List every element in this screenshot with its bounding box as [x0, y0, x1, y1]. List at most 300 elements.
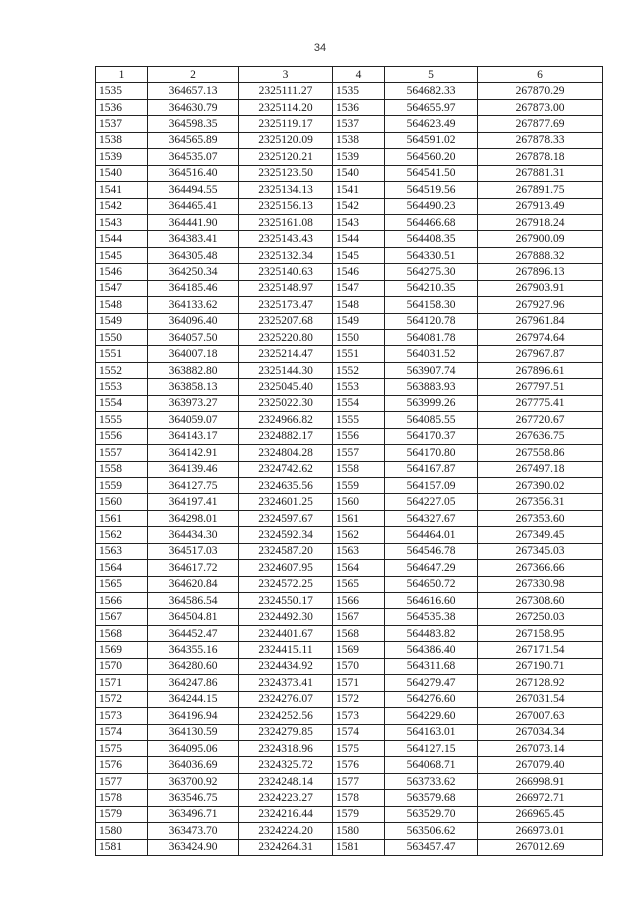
- cell-x-coord-2: 563529.70: [385, 806, 478, 822]
- cell-x-coord-2: 564616.60: [385, 593, 478, 609]
- table-row: [96, 330, 603, 346]
- table-row: [96, 806, 603, 822]
- table-row: [96, 708, 603, 724]
- cell-x-coord: 364617.72: [148, 560, 239, 576]
- cell-x-coord: 364516.40: [148, 165, 239, 181]
- cell-y-coord-2: 267345.03: [478, 543, 603, 559]
- cell-x-coord-2: 564650.72: [385, 576, 478, 592]
- cell-y-coord: 2324742.62: [239, 461, 333, 477]
- table-row: [96, 642, 603, 658]
- table-row: [96, 149, 603, 165]
- cell-x-coord-2: 564483.82: [385, 625, 478, 641]
- cell-y-coord: 2324804.28: [239, 445, 333, 461]
- cell-x-coord-2: 564210.35: [385, 280, 478, 296]
- cell-point-number-2: 1544: [333, 231, 385, 247]
- cell-x-coord-2: 564490.23: [385, 198, 478, 214]
- table-row: [96, 395, 603, 411]
- cell-y-coord: 2324264.31: [239, 839, 333, 855]
- cell-y-coord: 2324401.67: [239, 625, 333, 641]
- cell-x-coord: 364565.89: [148, 132, 239, 148]
- table-row: [96, 264, 603, 280]
- cell-x-coord: 364139.46: [148, 461, 239, 477]
- cell-x-coord-2: 564081.78: [385, 330, 478, 346]
- cell-point-number: 1546: [96, 264, 148, 280]
- cell-point-number-2: 1543: [333, 214, 385, 230]
- cell-y-coord-2: 267913.49: [478, 198, 603, 214]
- table-row: [96, 477, 603, 493]
- cell-x-coord: 364441.90: [148, 214, 239, 230]
- cell-point-number: 1572: [96, 691, 148, 707]
- page-number: 34: [313, 42, 327, 54]
- cell-x-coord-2: 564127.15: [385, 740, 478, 756]
- cell-point-number: 1553: [96, 379, 148, 395]
- cell-point-number-2: 1538: [333, 132, 385, 148]
- cell-point-number-2: 1550: [333, 330, 385, 346]
- cell-x-coord-2: 564068.71: [385, 757, 478, 773]
- cell-y-coord: 2324966.82: [239, 412, 333, 428]
- cell-y-coord: 2324597.67: [239, 510, 333, 526]
- cell-point-number-2: 1558: [333, 461, 385, 477]
- cell-point-number: 1536: [96, 99, 148, 115]
- cell-y-coord-2: 267190.71: [478, 658, 603, 674]
- cell-x-coord: 364620.84: [148, 576, 239, 592]
- cell-y-coord-2: 267330.98: [478, 576, 603, 592]
- table-row: [96, 790, 603, 806]
- cell-point-number-2: 1571: [333, 675, 385, 691]
- cell-y-coord: 2324415.11: [239, 642, 333, 658]
- cell-y-coord-2: 267873.00: [478, 99, 603, 115]
- cell-y-coord-2: 267012.69: [478, 839, 603, 855]
- table-row: [96, 560, 603, 576]
- cell-y-coord-2: 266972.71: [478, 790, 603, 806]
- cell-y-coord-2: 267878.18: [478, 149, 603, 165]
- cell-y-coord-2: 267497.18: [478, 461, 603, 477]
- cell-y-coord-2: 267891.75: [478, 182, 603, 198]
- cell-y-coord: 2325161.08: [239, 214, 333, 230]
- cell-y-coord-2: 267366.66: [478, 560, 603, 576]
- cell-x-coord-2: 563506.62: [385, 823, 478, 839]
- cell-x-coord: 364305.48: [148, 247, 239, 263]
- table-row: [96, 297, 603, 313]
- table-row: [96, 609, 603, 625]
- cell-point-number: 1563: [96, 543, 148, 559]
- cell-y-coord: 2324248.14: [239, 773, 333, 789]
- cell-point-number: 1545: [96, 247, 148, 263]
- cell-point-number: 1576: [96, 757, 148, 773]
- cell-point-number-2: 1539: [333, 149, 385, 165]
- cell-point-number-2: 1547: [333, 280, 385, 296]
- cell-point-number: 1540: [96, 165, 148, 181]
- cell-x-coord: 364244.15: [148, 691, 239, 707]
- cell-y-coord: 2324587.20: [239, 543, 333, 559]
- table-row: [96, 757, 603, 773]
- table-row: [96, 691, 603, 707]
- cell-x-coord: 364465.41: [148, 198, 239, 214]
- cell-x-coord-2: 564031.52: [385, 346, 478, 362]
- cell-y-coord: 2324607.95: [239, 560, 333, 576]
- cell-y-coord: 2325123.50: [239, 165, 333, 181]
- cell-x-coord: 364196.94: [148, 708, 239, 724]
- header-cell-point2: 4: [333, 67, 385, 83]
- table-row: [96, 247, 603, 263]
- cell-y-coord-2: 267877.69: [478, 116, 603, 132]
- cell-y-coord-2: 267128.92: [478, 675, 603, 691]
- cell-x-coord-2: 564464.01: [385, 527, 478, 543]
- cell-x-coord-2: 564120.78: [385, 313, 478, 329]
- cell-y-coord: 2324882.17: [239, 428, 333, 444]
- cell-x-coord: 364185.46: [148, 280, 239, 296]
- cell-x-coord-2: 564163.01: [385, 724, 478, 740]
- cell-x-coord-2: 564466.68: [385, 214, 478, 230]
- cell-y-coord: 2325120.09: [239, 132, 333, 148]
- cell-point-number: 1581: [96, 839, 148, 855]
- cell-point-number-2: 1551: [333, 346, 385, 362]
- cell-y-coord-2: 267031.54: [478, 691, 603, 707]
- cell-y-coord: 2324252.56: [239, 708, 333, 724]
- table-row: [96, 231, 603, 247]
- cell-x-coord: 364143.17: [148, 428, 239, 444]
- cell-point-number-2: 1579: [333, 806, 385, 822]
- cell-y-coord: 2324592.34: [239, 527, 333, 543]
- cell-y-coord: 2324572.25: [239, 576, 333, 592]
- cell-y-coord-2: 267356.31: [478, 494, 603, 510]
- cell-point-number: 1537: [96, 116, 148, 132]
- cell-y-coord-2: 267158.95: [478, 625, 603, 641]
- cell-y-coord-2: 267353.60: [478, 510, 603, 526]
- cell-y-coord-2: 267636.75: [478, 428, 603, 444]
- table-row: [96, 724, 603, 740]
- cell-y-coord-2: 267918.24: [478, 214, 603, 230]
- cell-point-number: 1548: [96, 297, 148, 313]
- cell-y-coord: 2325207.68: [239, 313, 333, 329]
- cell-y-coord-2: 267797.51: [478, 379, 603, 395]
- cell-x-coord: 364598.35: [148, 116, 239, 132]
- cell-point-number: 1559: [96, 477, 148, 493]
- cell-y-coord: 2324276.07: [239, 691, 333, 707]
- cell-x-coord: 364504.81: [148, 609, 239, 625]
- cell-x-coord-2: 563457.47: [385, 839, 478, 855]
- cell-y-coord-2: 266965.45: [478, 806, 603, 822]
- header-cell-y2: 6: [478, 67, 603, 83]
- table-header-row: [96, 67, 603, 83]
- cell-y-coord: 2324224.20: [239, 823, 333, 839]
- cell-point-number-2: 1581: [333, 839, 385, 855]
- cell-point-number: 1564: [96, 560, 148, 576]
- cell-point-number-2: 1545: [333, 247, 385, 263]
- cell-point-number-2: 1537: [333, 116, 385, 132]
- cell-point-number: 1560: [96, 494, 148, 510]
- cell-x-coord: 363882.80: [148, 362, 239, 378]
- cell-point-number-2: 1576: [333, 757, 385, 773]
- table-row: [96, 773, 603, 789]
- cell-x-coord-2: 564229.60: [385, 708, 478, 724]
- table-row: [96, 313, 603, 329]
- cell-point-number: 1539: [96, 149, 148, 165]
- cell-x-coord-2: 564408.35: [385, 231, 478, 247]
- table-row: [96, 625, 603, 641]
- cell-point-number-2: 1561: [333, 510, 385, 526]
- cell-point-number-2: 1548: [333, 297, 385, 313]
- table-row: [96, 445, 603, 461]
- cell-y-coord-2: 266973.01: [478, 823, 603, 839]
- table-row: [96, 99, 603, 115]
- cell-point-number-2: 1567: [333, 609, 385, 625]
- cell-point-number-2: 1556: [333, 428, 385, 444]
- cell-y-coord: 2324434.92: [239, 658, 333, 674]
- table-row: [96, 494, 603, 510]
- cell-y-coord: 2325173.47: [239, 297, 333, 313]
- cell-x-coord-2: 564275.30: [385, 264, 478, 280]
- cell-x-coord-2: 564682.33: [385, 83, 478, 99]
- cell-y-coord-2: 267775.41: [478, 395, 603, 411]
- table-row: [96, 740, 603, 756]
- cell-x-coord-2: 564276.60: [385, 691, 478, 707]
- table-row: [96, 527, 603, 543]
- cell-point-number: 1566: [96, 593, 148, 609]
- cell-x-coord-2: 563999.26: [385, 395, 478, 411]
- cell-y-coord-2: 267349.45: [478, 527, 603, 543]
- cell-y-coord: 2325143.43: [239, 231, 333, 247]
- cell-x-coord-2: 564157.09: [385, 477, 478, 493]
- cell-point-number: 1567: [96, 609, 148, 625]
- cell-point-number: 1542: [96, 198, 148, 214]
- cell-y-coord: 2324318.96: [239, 740, 333, 756]
- cell-point-number-2: 1553: [333, 379, 385, 395]
- table-row: [96, 823, 603, 839]
- table-row: [96, 280, 603, 296]
- cell-point-number-2: 1577: [333, 773, 385, 789]
- table-row: [96, 346, 603, 362]
- cell-x-coord: 364057.50: [148, 330, 239, 346]
- cell-y-coord-2: 267870.29: [478, 83, 603, 99]
- cell-point-number: 1565: [96, 576, 148, 592]
- cell-point-number-2: 1541: [333, 182, 385, 198]
- cell-point-number: 1538: [96, 132, 148, 148]
- cell-point-number: 1574: [96, 724, 148, 740]
- cell-y-coord: 2324550.17: [239, 593, 333, 609]
- cell-point-number: 1575: [96, 740, 148, 756]
- cell-point-number: 1562: [96, 527, 148, 543]
- cell-x-coord-2: 564330.51: [385, 247, 478, 263]
- cell-x-coord: 364535.07: [148, 149, 239, 165]
- cell-x-coord: 364130.59: [148, 724, 239, 740]
- cell-x-coord: 364007.18: [148, 346, 239, 362]
- cell-x-coord: 364298.01: [148, 510, 239, 526]
- table-row: [96, 379, 603, 395]
- cell-y-coord-2: 266998.91: [478, 773, 603, 789]
- cell-y-coord-2: 267308.60: [478, 593, 603, 609]
- cell-x-coord: 363473.70: [148, 823, 239, 839]
- cell-y-coord-2: 267903.91: [478, 280, 603, 296]
- cell-point-number-2: 1578: [333, 790, 385, 806]
- cell-y-coord-2: 267390.02: [478, 477, 603, 493]
- cell-x-coord-2: 564591.02: [385, 132, 478, 148]
- cell-y-coord-2: 267967.87: [478, 346, 603, 362]
- cell-y-coord: 2325132.34: [239, 247, 333, 263]
- cell-y-coord: 2325156.13: [239, 198, 333, 214]
- cell-point-number: 1571: [96, 675, 148, 691]
- cell-x-coord-2: 564560.20: [385, 149, 478, 165]
- cell-x-coord: 364096.40: [148, 313, 239, 329]
- cell-point-number-2: 1572: [333, 691, 385, 707]
- cell-point-number-2: 1552: [333, 362, 385, 378]
- cell-x-coord-2: 564311.68: [385, 658, 478, 674]
- cell-point-number-2: 1549: [333, 313, 385, 329]
- cell-point-number-2: 1555: [333, 412, 385, 428]
- cell-y-coord: 2324492.30: [239, 609, 333, 625]
- cell-x-coord: 364127.75: [148, 477, 239, 493]
- cell-point-number: 1552: [96, 362, 148, 378]
- cell-y-coord-2: 267034.34: [478, 724, 603, 740]
- cell-y-coord: 2325022.30: [239, 395, 333, 411]
- cell-y-coord-2: 267558.86: [478, 445, 603, 461]
- cell-x-coord: 364250.34: [148, 264, 239, 280]
- cell-y-coord-2: 267007.63: [478, 708, 603, 724]
- cell-x-coord: 364383.41: [148, 231, 239, 247]
- cell-y-coord: 2325119.17: [239, 116, 333, 132]
- header-cell-y1: 3: [239, 67, 333, 83]
- cell-point-number-2: 1554: [333, 395, 385, 411]
- cell-point-number: 1550: [96, 330, 148, 346]
- cell-x-coord-2: 563883.93: [385, 379, 478, 395]
- cell-y-coord: 2324216.44: [239, 806, 333, 822]
- cell-x-coord-2: 563907.74: [385, 362, 478, 378]
- cell-x-coord-2: 564519.56: [385, 182, 478, 198]
- cell-x-coord: 364280.60: [148, 658, 239, 674]
- cell-y-coord: 2325144.30: [239, 362, 333, 378]
- table-row: [96, 83, 603, 99]
- cell-x-coord: 364355.16: [148, 642, 239, 658]
- cell-point-number-2: 1564: [333, 560, 385, 576]
- cell-x-coord: 364095.06: [148, 740, 239, 756]
- cell-y-coord-2: 267900.09: [478, 231, 603, 247]
- cell-point-number: 1558: [96, 461, 148, 477]
- cell-x-coord: 364434.30: [148, 527, 239, 543]
- cell-point-number-2: 1574: [333, 724, 385, 740]
- cell-y-coord-2: 267896.13: [478, 264, 603, 280]
- cell-y-coord-2: 267073.14: [478, 740, 603, 756]
- table-row: [96, 576, 603, 592]
- cell-x-coord: 364197.41: [148, 494, 239, 510]
- cell-x-coord-2: 563579.68: [385, 790, 478, 806]
- cell-y-coord-2: 267927.96: [478, 297, 603, 313]
- table-body: [96, 83, 603, 856]
- table-row: [96, 428, 603, 444]
- cell-x-coord-2: 564647.29: [385, 560, 478, 576]
- cell-point-number-2: 1535: [333, 83, 385, 99]
- cell-y-coord: 2324635.56: [239, 477, 333, 493]
- cell-y-coord-2: 267888.32: [478, 247, 603, 263]
- cell-point-number: 1568: [96, 625, 148, 641]
- cell-y-coord: 2324601.25: [239, 494, 333, 510]
- cell-x-coord-2: 564170.37: [385, 428, 478, 444]
- cell-x-coord: 363496.71: [148, 806, 239, 822]
- cell-x-coord: 364657.13: [148, 83, 239, 99]
- cell-point-number-2: 1568: [333, 625, 385, 641]
- table-row: [96, 198, 603, 214]
- cell-point-number: 1547: [96, 280, 148, 296]
- cell-y-coord-2: 267896.61: [478, 362, 603, 378]
- cell-x-coord-2: 564541.50: [385, 165, 478, 181]
- cell-point-number-2: 1542: [333, 198, 385, 214]
- cell-y-coord: 2325148.97: [239, 280, 333, 296]
- cell-y-coord: 2325134.13: [239, 182, 333, 198]
- table-row: [96, 658, 603, 674]
- cell-x-coord: 364247.86: [148, 675, 239, 691]
- cell-y-coord: 2325140.63: [239, 264, 333, 280]
- cell-x-coord: 364517.03: [148, 543, 239, 559]
- cell-x-coord: 364133.62: [148, 297, 239, 313]
- cell-x-coord: 364059.07: [148, 412, 239, 428]
- cell-point-number: 1578: [96, 790, 148, 806]
- table-row: [96, 510, 603, 526]
- cell-point-number-2: 1569: [333, 642, 385, 658]
- cell-x-coord-2: 564158.30: [385, 297, 478, 313]
- cell-x-coord-2: 564085.55: [385, 412, 478, 428]
- cell-point-number: 1573: [96, 708, 148, 724]
- table-row: [96, 412, 603, 428]
- cell-point-number-2: 1546: [333, 264, 385, 280]
- cell-x-coord-2: 564279.47: [385, 675, 478, 691]
- cell-x-coord-2: 564170.80: [385, 445, 478, 461]
- cell-x-coord: 363424.90: [148, 839, 239, 855]
- cell-y-coord: 2325120.21: [239, 149, 333, 165]
- cell-y-coord-2: 267250.03: [478, 609, 603, 625]
- table-row: [96, 675, 603, 691]
- cell-x-coord: 364452.47: [148, 625, 239, 641]
- cell-x-coord-2: 564386.40: [385, 642, 478, 658]
- cell-y-coord-2: 267961.84: [478, 313, 603, 329]
- cell-x-coord: 364630.79: [148, 99, 239, 115]
- cell-point-number-2: 1559: [333, 477, 385, 493]
- cell-point-number: 1535: [96, 83, 148, 99]
- cell-point-number-2: 1536: [333, 99, 385, 115]
- cell-y-coord: 2325045.40: [239, 379, 333, 395]
- table-row: [96, 362, 603, 378]
- cell-y-coord-2: 267720.67: [478, 412, 603, 428]
- cell-y-coord-2: 267974.64: [478, 330, 603, 346]
- coordinates-table: [95, 66, 603, 856]
- cell-x-coord: 363546.75: [148, 790, 239, 806]
- cell-x-coord-2: 564655.97: [385, 99, 478, 115]
- cell-y-coord: 2324373.41: [239, 675, 333, 691]
- cell-point-number-2: 1557: [333, 445, 385, 461]
- cell-x-coord-2: 564167.87: [385, 461, 478, 477]
- cell-x-coord: 364494.55: [148, 182, 239, 198]
- table-row: [96, 132, 603, 148]
- cell-point-number: 1554: [96, 395, 148, 411]
- table-row: [96, 214, 603, 230]
- cell-point-number: 1577: [96, 773, 148, 789]
- cell-point-number: 1541: [96, 182, 148, 198]
- cell-x-coord: 364586.54: [148, 593, 239, 609]
- cell-point-number: 1544: [96, 231, 148, 247]
- cell-y-coord-2: 267881.31: [478, 165, 603, 181]
- cell-point-number: 1569: [96, 642, 148, 658]
- table-row: [96, 116, 603, 132]
- cell-x-coord-2: 564623.49: [385, 116, 478, 132]
- cell-y-coord: 2324223.27: [239, 790, 333, 806]
- cell-point-number: 1556: [96, 428, 148, 444]
- cell-point-number-2: 1580: [333, 823, 385, 839]
- cell-point-number-2: 1566: [333, 593, 385, 609]
- cell-point-number-2: 1562: [333, 527, 385, 543]
- cell-x-coord-2: 563733.62: [385, 773, 478, 789]
- cell-y-coord: 2325111.27: [239, 83, 333, 99]
- header-cell-x1: 2: [148, 67, 239, 83]
- cell-y-coord-2: 267878.33: [478, 132, 603, 148]
- table-row: [96, 461, 603, 477]
